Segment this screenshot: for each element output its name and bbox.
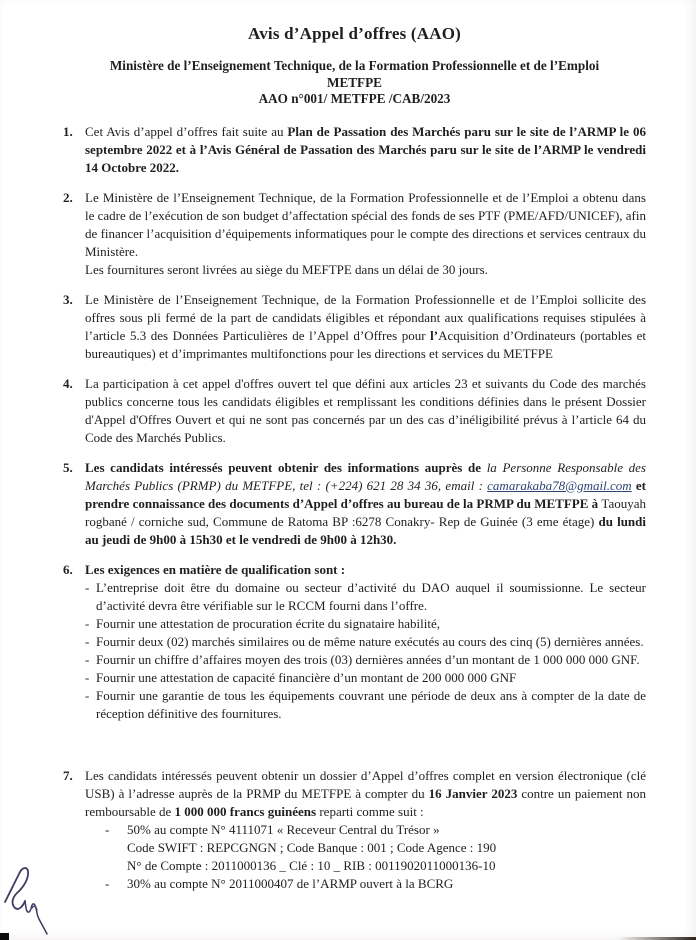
subtitle-ministry: Ministère de l’Enseignement Technique, de la Formation Professionnelle et de l’Emploi	[109, 58, 600, 73]
bullet-text: Fournir une attestation de capacité financière d’un montant de 200 000 000 GNF	[96, 669, 517, 685]
text-run: Taouyah rogbané / corniche sud, Commune de Ratoma BP :6278 Conakry- Rep de Guinée (3 eme étage)	[85, 495, 646, 529]
signature-icon	[2, 864, 58, 940]
item-4-number: 4.	[63, 375, 73, 391]
text-run: Le Ministère de l’Enseignement Technique, de la Formation Professionnelle et de l’Emploi a obtenu dans le cadre de l’exécution de son budget d’affectation spécial des fonds de ses PTF (PME/AFD/UNICEF), afin de financer l’acquisition d’équipements informatiques pour le compte des directions et services centraux du Ministère.	[85, 189, 646, 259]
bullet-dash: -	[85, 669, 90, 685]
rib-line: N° de Compte : 2011000136 _ Clé : 10 _ RIB : 0011902011000136-10	[127, 857, 496, 873]
swift-line: Code SWIFT : REPCGNGN ; Code Banque : 001 ; Code Agence : 190	[127, 839, 497, 855]
list-item	[85, 579, 646, 615]
item-7-number: 7.	[63, 767, 73, 783]
subtitle-acronym: METFPE	[327, 74, 382, 90]
list-item	[105, 875, 646, 893]
item-2-text	[85, 189, 646, 279]
bullet-text: 30% au compte N° 2011000407 de l’ARMP ouvert à la BCRG	[127, 875, 454, 891]
item-7-text	[85, 767, 646, 893]
item-6-number: 6.	[63, 561, 73, 577]
bullet-text	[127, 821, 646, 875]
list-item	[85, 651, 646, 669]
list-item-3	[63, 291, 646, 363]
item-5-number: 5.	[63, 459, 73, 475]
bullet-dash: -	[105, 875, 110, 891]
text-run-bold: Les candidats intéressés peuvent obtenir des informations auprès de	[85, 459, 487, 475]
payment-split-list	[105, 821, 646, 893]
text-run-bold: 1 000 000 francs guinéens	[174, 803, 317, 819]
list-item-5	[63, 459, 646, 549]
item-6-text	[85, 561, 646, 723]
text-run: Acquisition d’Ordinateurs (portables et bureautiques) et d’imprimantes multifonctions pour les directions et services du METFPE	[85, 327, 646, 361]
subtitle-reference-number: AAO n°001/ METFPE /CAB/2023	[258, 91, 451, 106]
text-run: La participation à cet appel d'offres ouvert tel que défini aux articles 23 et suivants du Code des marchés publics concerne tous les candidats éligibles et remplissant les conditions définies dans le présent Dossier d'Appel d'Offres Ouvert et qui ne sont pas concernés par un des cas d’inéligibilité prévus à l’article 64 du Code des Marchés Publics.	[85, 375, 646, 445]
list-item	[85, 615, 646, 633]
bullet-dash: -	[85, 579, 90, 595]
qualifications-heading: Les exigences en matière de qualification sont :	[85, 561, 346, 577]
item-3-number: 3.	[63, 291, 73, 307]
item-1-number: 1.	[63, 123, 73, 139]
list-item	[85, 633, 646, 651]
bullet-dash: -	[85, 615, 90, 631]
document-subheader	[63, 58, 646, 108]
text-run: Les candidats intéressés peuvent obtenir un dossier d’Appel d’offres complet en version électronique (clé USB) à l’adresse auprès de la PRMP du METFPE à compter du	[85, 767, 646, 801]
bullet-text: L’entreprise doit être du domaine ou secteur d’activité du DAO auquel il soumissionne. Le secteur d’activité devra être vérifiable sur le RCCM fourni dans l’offre.	[96, 579, 646, 613]
item-4-text	[85, 375, 646, 447]
item-1-text	[85, 123, 646, 177]
list-item	[85, 687, 646, 723]
list-item-6	[63, 561, 646, 723]
list-item	[105, 821, 646, 875]
bullet-text: Fournir une attestation de procuration écrite du signataire habilité,	[96, 615, 441, 631]
bullet-text: Fournir deux (02) marchés similaires ou de même nature exécutés au cours des cinq (5) dernières années.	[96, 633, 644, 649]
bullet-dash: -	[85, 651, 90, 667]
account-line: 50% au compte N° 4111071 « Receveur Central du Trésor »	[127, 821, 440, 837]
bullet-dash: -	[105, 821, 110, 837]
text-run: contre un paiement non remboursable de	[85, 785, 646, 819]
bullet-dash: -	[85, 687, 90, 703]
email-link[interactable]: camarakaba78@gmail.com	[487, 477, 632, 493]
bullet-text: Fournir un chiffre d’affaires moyen des trois (03) dernières années d’un montant de 1 000 000 000 GNF.	[96, 651, 640, 667]
handwritten-signature	[2, 864, 58, 940]
text-run-bold: et prendre connaissance des documents d’Appel d’offres au bureau de la PRMP du METFPE à	[85, 477, 646, 511]
text-run-bold: du lundi au jeudi de 9h00 à 15h30 et le vendredi de 9h00 à 12h30.	[85, 513, 646, 547]
list-item-2	[63, 189, 646, 279]
item-5-text	[85, 459, 646, 549]
list-item-7	[63, 767, 646, 893]
list-item	[85, 669, 646, 687]
text-run-bold: Plan de Passation des Marchés paru sur le site de l’ARMP le 06 septembre 2022 et à l’Avis Général de Passation des Marchés paru sur le site de l’ARMP le vendredi 14 Octobre 2022.	[85, 123, 646, 175]
text-run: Les fournitures seront livrées au siège du MEFTPE dans un délai de 30 jours.	[85, 261, 488, 277]
list-item-4	[63, 375, 646, 447]
list-item-1	[63, 123, 646, 177]
bullet-dash: -	[85, 633, 90, 649]
text-run: reparti comme suit :	[316, 803, 424, 819]
page-title: Avis d’Appel d’offres (AAO)	[247, 24, 461, 43]
text-run: Le Ministère de l’Enseignement Technique, de la Formation Professionnelle et de l’Emploi sollicite des offres sous pli fermé de la part de candidats éligibles et répondant aux qualifications requises stipulées à l’article 5.3 des Données Particulières de l’Appel d’Offres pour	[85, 291, 646, 343]
item-3-text	[85, 291, 646, 363]
text-run: Cet Avis d’appel d’offres fait suite au	[85, 123, 288, 139]
scan-corner-mark	[0, 933, 9, 940]
qualification-bullet-list	[85, 579, 646, 723]
bullet-text: Fournir une garantie de tous les équipements couvrant une période de deux ans à compter de la date de réception définitive des fournitures.	[96, 687, 646, 721]
text-run-italic: la Personne Responsable des Marchés Publics (PRMP) du METFPE, tel : (+224) 621 28 34 36, email :	[85, 459, 646, 493]
item-2-number: 2.	[63, 189, 73, 205]
text-run-bold: 16 Janvier 2023	[428, 785, 518, 801]
text-run-bold: l’	[430, 327, 439, 343]
